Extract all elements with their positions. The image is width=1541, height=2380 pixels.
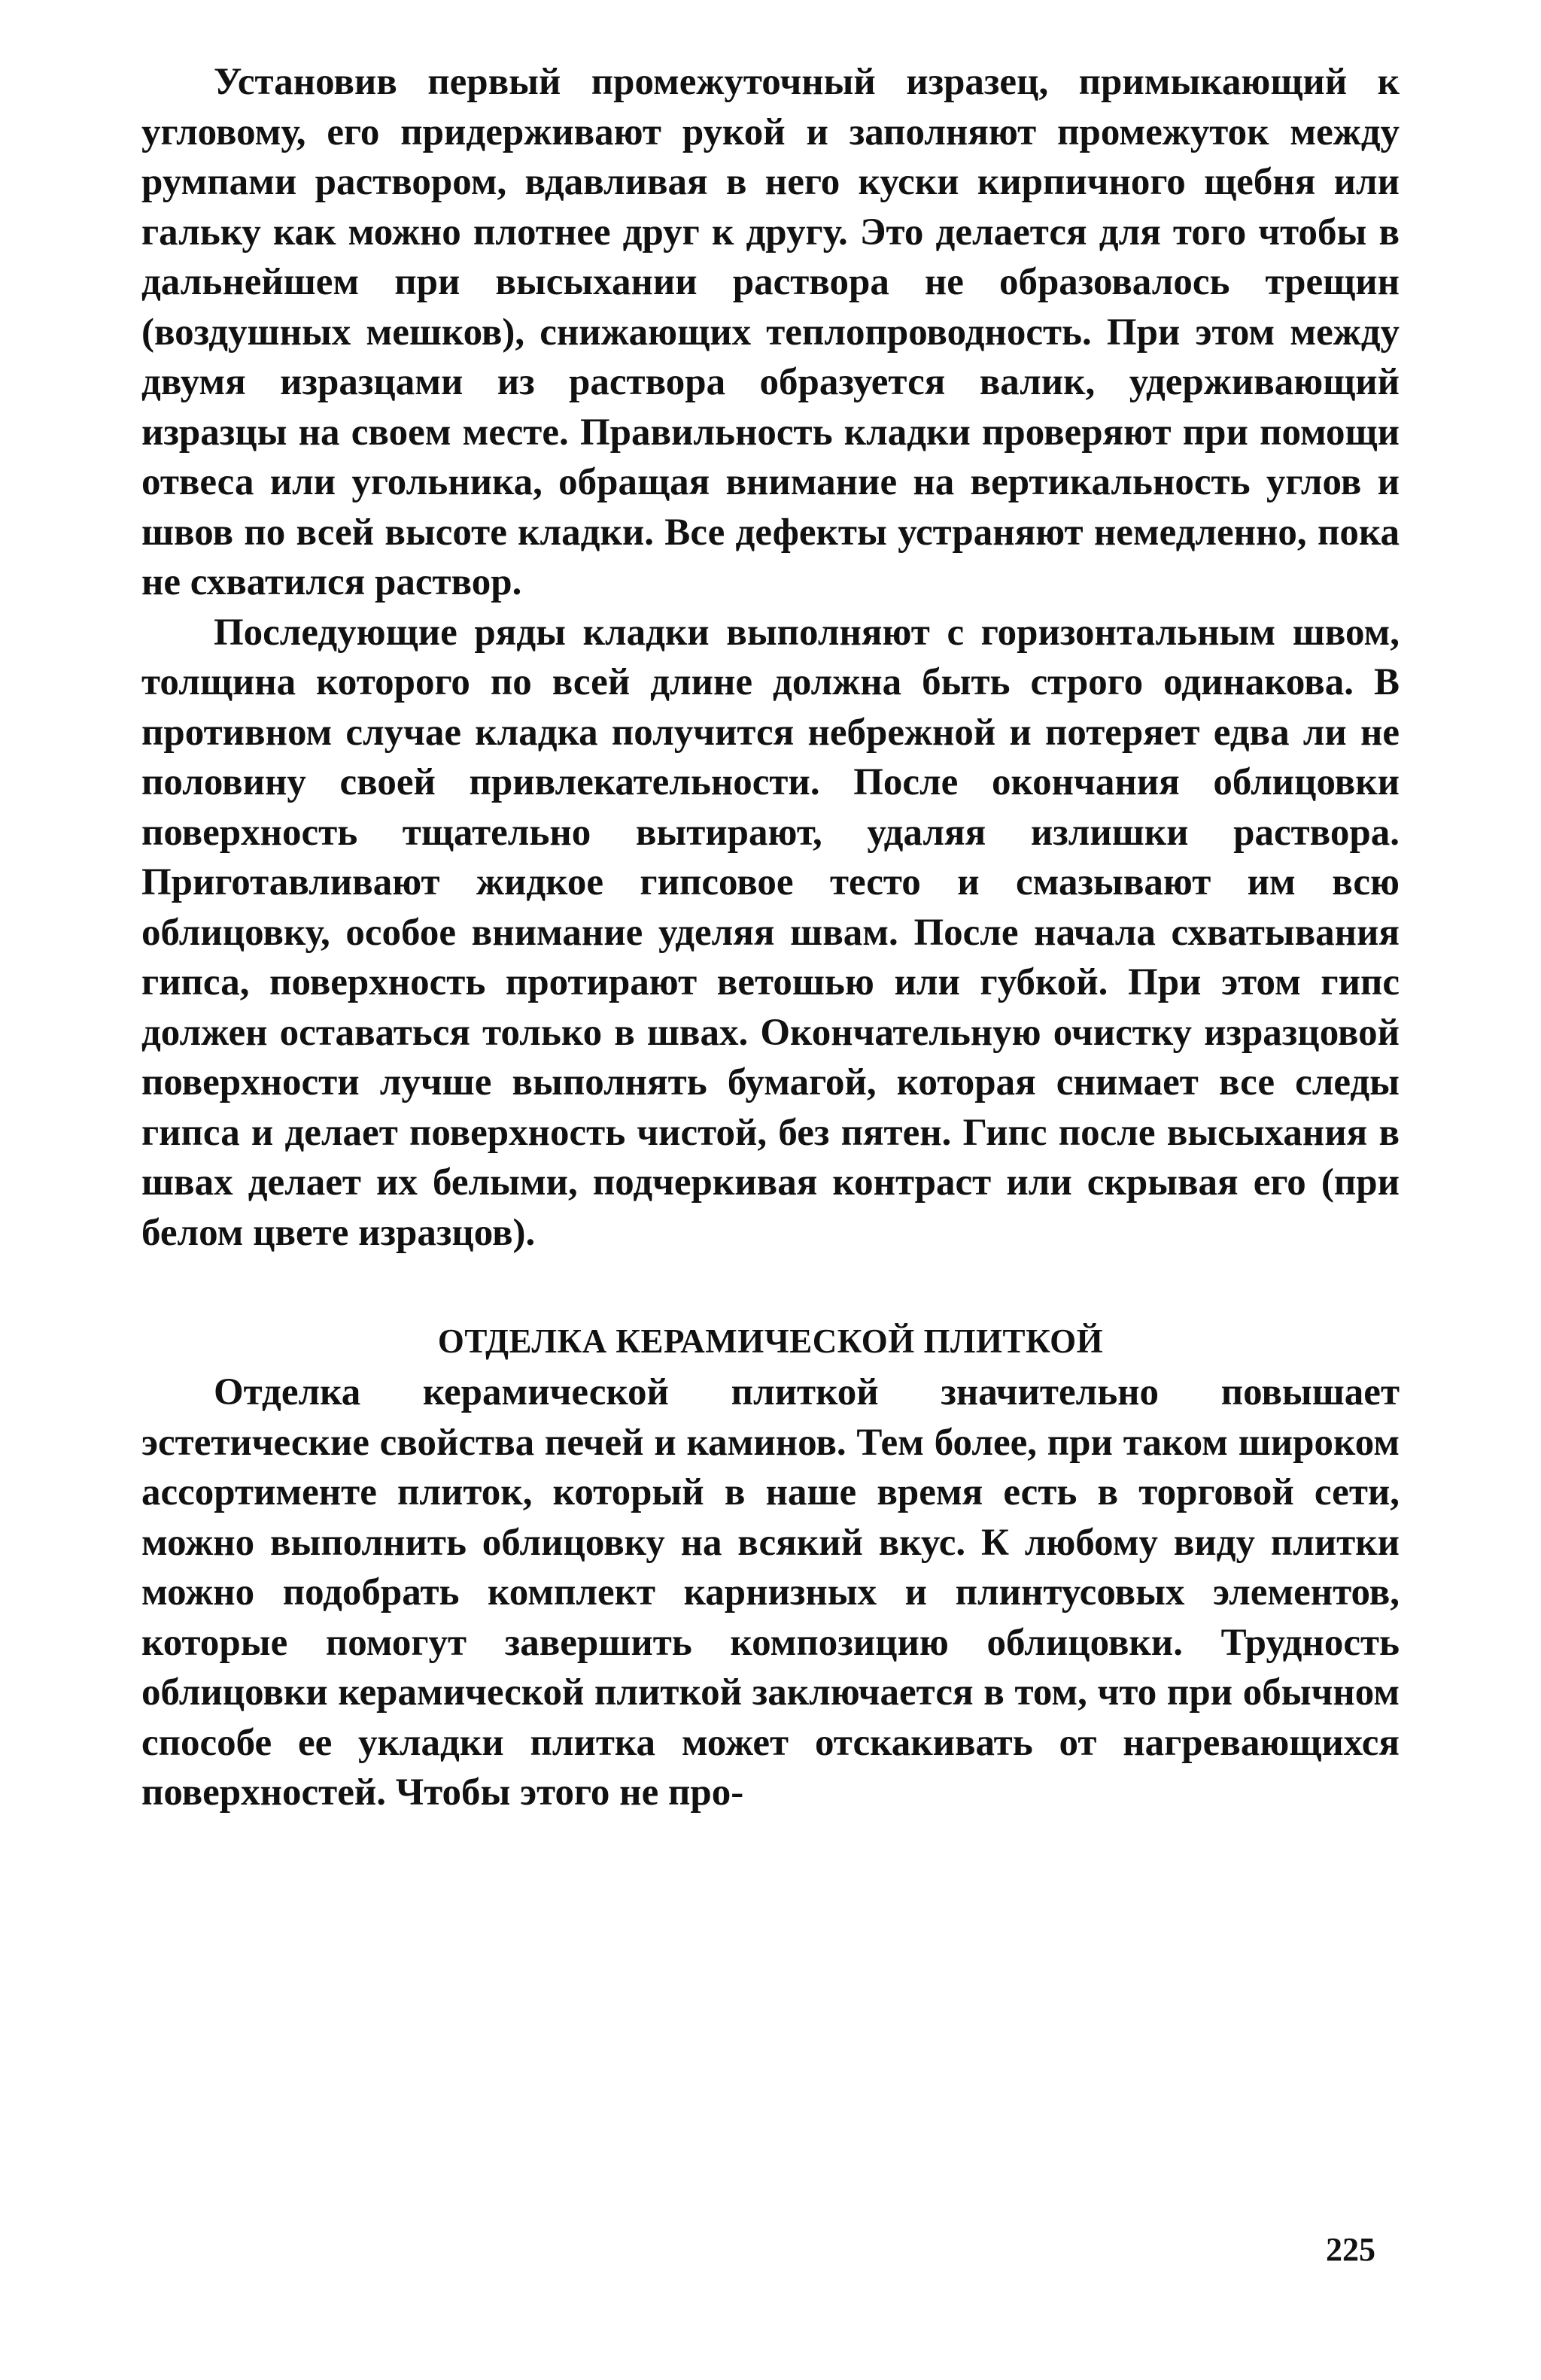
section-heading: ОТДЕЛКА КЕРАМИЧЕСКОЙ ПЛИТКОЙ [437,1322,1104,1360]
page-text-block [141,57,1400,1818]
page-number: 225 [1326,2231,1375,2268]
section-paragraph: Отделка керамической плиткой значительно повышает эстетические свойства печей и каминов. Тем более, при таком широком ассортименте плиток, который в наше время есть в торговой сети, можно выполнить облицовку на всякий вкус. К любому виду плитки можно подобрать комплект карнизных и плинтусовых элементов, которые помогут завершить композицию облицовки. Трудность облицовки керамической плиткой заключается в том, что при обычном способе ее укладки плитка может отскакивать от нагревающихся поверхностей. Чтобы этого не про- [141,1371,1400,1814]
paragraph-2: Последующие ряды кладки выполняют с горизонтальным швом, толщина которого по всей длине должна быть строго одинакова. В противном случае кладка получится небрежной и потеряет едва ли не половину своей привлекательности. После окончания облицовки поверхность тщательно вытирают, удаляя излишки раствора. Приготавливают жидкое гипсовое тесто и смазывают им всю облицовку, особое внимание уделяя швам. После начала схватывания гипса, поверхность протирают ветошью или губкой. При этом гипс должен оставаться только в швах. Окончательную очистку изразцовой поверхности лучше выполнять бумагой, которая снимает все следы гипса и делает поверхность чистой, без пятен. Гипс после высыхания в швах делает их белыми, подчеркивая контраст или скрывая его (при белом цвете изразцов). [141,611,1400,1254]
paragraph-1: Установив первый промежуточный изразец, примыкающий к угловому, его придерживают рукой и заполняют промежуток между румпами раствором, вдавливая в него куски кирпичного щебня или гальку как можно плотнее друг к другу. Это делается для того чтобы в дальнейшем при высыхании раствора не образовалось трещин (воздушных мешков), снижающих теплопроводность. При этом между двумя изразцами из раствора образуется валик, удерживающий изразцы на своем месте. Правильность кладки проверяют при помощи отвеса или угольника, обращая внимание на вертикальность углов и швов по всей высоте кладки. Все дефекты устраняют немедленно, пока не схватился раствор. [141,61,1400,603]
